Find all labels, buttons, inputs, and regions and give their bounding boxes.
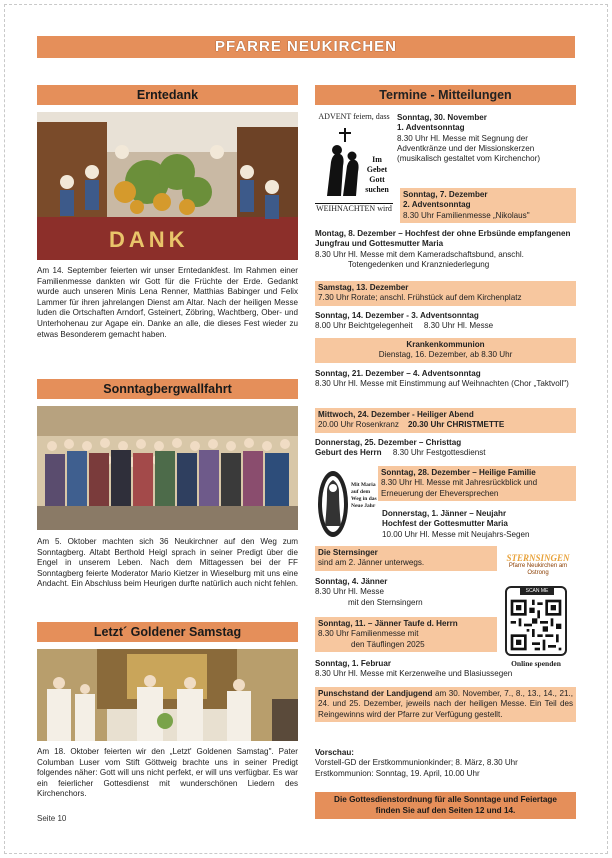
event-16: Punschstand der Landjugend am 30. November, 7., 8., 13., 14., 21., 24. und 25. Dezember, jeweils nach der heiligen Messe. Ein Teil des Reingewinns wird der Pfarre zur Verfügung gestellt.	[315, 687, 576, 722]
event-15: Sonntag, 1. Februar 8.30 Uhr Hl. Messe mit Kerzenweihe und Blasiussegen	[315, 659, 513, 679]
footer-note: Die Gottesdienstordnung für alle Sonntage und Feiertage finden Sie auf den Seiten 12 und 14.	[315, 792, 576, 819]
sternsingen-box	[500, 553, 576, 577]
sternsingen-logo: STERNSINGEN	[506, 553, 570, 563]
event-6: Krankenkommunion Dienstag, 16. Dezember, ab 8.30 Uhr	[315, 338, 576, 363]
section-title-erntedank: Erntedank	[37, 85, 298, 105]
praying-figures-icon	[315, 122, 393, 200]
online-spenden-label: Online spenden	[511, 659, 561, 668]
svg-text:Gebet: Gebet	[366, 165, 388, 174]
event-9: Donnerstag, 25. Dezember – Christtag Geburt des Herrn 8.30 Uhr Festgottesdienst	[315, 438, 486, 458]
page-banner: PFARRE NEUKIRCHEN	[37, 36, 575, 58]
sternsingen-subtitle: Pfarre Neukirchen am Ostrong	[508, 563, 568, 576]
event-1: Sonntag, 30. November 1. Adventsonntag 8.30 Uhr Hl. Messe mit Segnung der Adventkränze und der Missionskerzen (musikalisch gestaltet vom Kirchenchor)	[397, 113, 541, 164]
event-11: Donnerstag, 1. Jänner – Neujahr Hochfest der Gottesmutter Maria 10.00 Uhr Hl. Messe mit Neujahrs-Segen	[382, 509, 530, 539]
section-title-samstag: Letzt´ Goldener Samstag	[37, 622, 298, 642]
samstag-photo	[37, 649, 298, 741]
advent-graphic	[315, 112, 393, 224]
section-title-termine: Termine - Mitteilungen	[315, 85, 576, 105]
section-title-wallfahrt: Sonntagbergwallfahrt	[37, 379, 298, 399]
event-2: Sonntag, 7. Dezember 2. Adventsonntag 8.30 Uhr Familienmesse „Nikolaus"	[400, 188, 576, 223]
samstag-text: Am 18. Oktober feierten wir den „Letzt' Goldenen Samstag". Pater Columban Luser vom Stift Göttweig brachte uns in seiner Predigt folgendes näher: Gott will uns nicht perfekt, er will uns verfügbar. Es war ein feierlicher Gottesdienst mit wunderschönen Liedern des Kirchenchors.	[37, 747, 298, 799]
dank-lettering: DANK	[109, 227, 189, 252]
event-7: Sonntag, 21. Dezember – 4. Adventsonntag 8.30 Uhr Hl. Messe mit Einstimmung auf Weihnachten (Chor „Taktvoll")	[315, 369, 569, 389]
event-4: Samstag, 13. Dezember 7.30 Uhr Rorate; anschl. Frühstück auf dem Kirchenplatz	[315, 281, 576, 306]
maria-graphic	[315, 466, 377, 542]
wallfahrt-text: Am 5. Oktober machten sich 36 Neukirchner auf den Weg zum Sonntagberg. Altabt Berthold Heigl sprach in seiner Predigt über die Engel in unserem Leben. Nach dem Mittagessen bei der FF Sonntagberg feierte Moderator Mario Kietzer in Wieselburg mit uns eine Andacht. Ein Abschluss beim Heurigen durfte natürlich auch nicht fehlen.	[37, 537, 298, 589]
erntedank-text: Am 14. September feierten wir unser Erntedankfest. Im Rahmen einer Familienmesse dankten wir Gott für die Früchte der Erde. Gedankt wurde auch unseren Minis Lena Renner, Matthias Babinger und Felix Lammer für ihren jahrelangen Dienst am Altar. Nach der heiligen Messe luden die Ortschaften Arndorf, Gsteinert, Zöbring, Wachtberg, Ober- und Unterhohenau zur Agape ein. Danke an alle, die dieses Fest wieder zu etwas Besonderem gemacht haben.	[37, 266, 298, 339]
wallfahrt-photo	[37, 406, 298, 530]
preview: Vorschau: Vorstell-GD der Erstkommunionkinder; 8. März, 8.30 Uhr Erstkommunion: Sonntag, 19. April, 10.00 Uhr	[315, 748, 518, 778]
event-5: Sonntag, 14. Dezember - 3. Adventsonntag 8.00 Uhr Beichtgelegenheit 8.30 Uhr Hl. Messe	[315, 311, 494, 331]
svg-text:suchen: suchen	[365, 185, 389, 194]
maria-graphic-text: Mit Maria auf dem Weg in das Neue Jahr	[351, 482, 377, 509]
event-3: Montag, 8. Dezember – Hochfest der ohne Erbsünde empfangenen Jungfrau und Gottesmutter Maria 8.30 Uhr Hl. Messe mit dem Kameradschaftsbund, anschl. Totengedenken und Kranzniederlegung	[315, 229, 571, 269]
event-10: Sonntag, 28. Dezember – Heilige Familie 8.30 Uhr Hl. Messe mit Jahresrückblick und Erneuerung der Eheversprechen	[378, 466, 576, 501]
qr-code[interactable]	[505, 586, 567, 656]
svg-text:Gott: Gott	[369, 175, 385, 184]
advent-graphic-bottom: WEIHNACHTEN wird	[316, 204, 392, 213]
event-8: Mittwoch, 24. Dezember - Heiliger Abend 20.00 Uhr Rosenkranz 20.30 Uhr CHRISTMETTE	[315, 408, 576, 433]
scan-me-label: SCAN ME	[520, 587, 554, 595]
event-12: Die Sternsinger sind am 2. Jänner unterwegs.	[315, 546, 497, 571]
svg-text:Im: Im	[372, 155, 382, 164]
page-number: Seite 10	[37, 814, 67, 823]
erntedank-photo	[37, 112, 298, 260]
event-14: Sonntag, 11. – Jänner Taufe d. Herrn 8.30 Uhr Familienmesse mit den Täuflingen 2025	[315, 617, 497, 652]
advent-graphic-top: ADVENT feiern, dass	[318, 112, 390, 121]
event-13: Sonntag, 4. Jänner 8.30 Uhr Hl. Messe mit den Sternsingern	[315, 577, 423, 607]
qr-code-icon	[508, 597, 564, 653]
